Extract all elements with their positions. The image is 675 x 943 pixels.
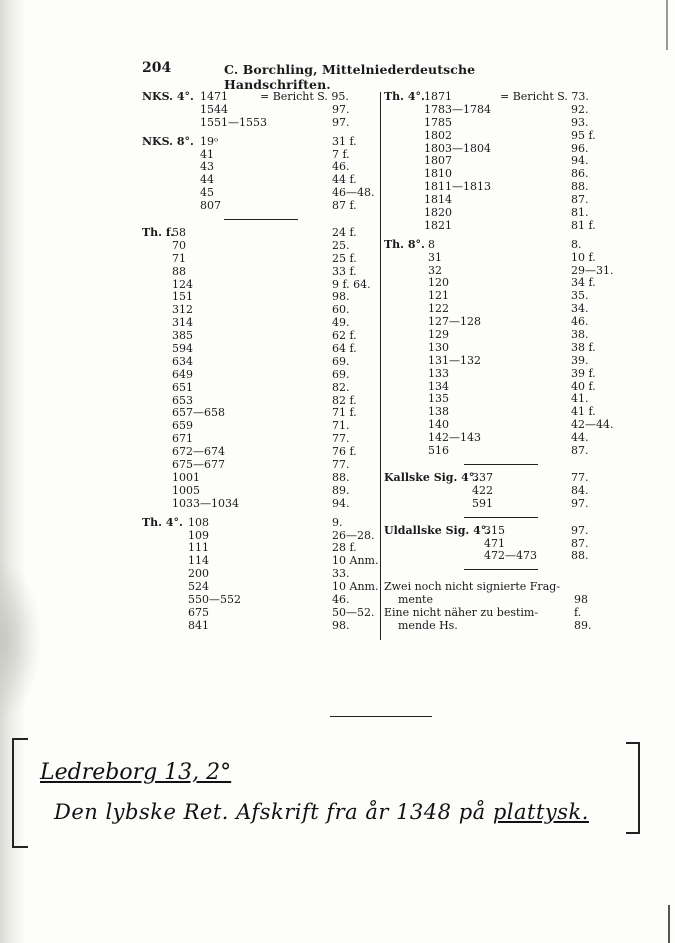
page-reference: 8. [571, 237, 582, 251]
page-reference: 46—48. [332, 186, 375, 200]
collection-label: Th. 4°. [384, 90, 425, 103]
shelf-number: 109 [188, 528, 209, 542]
page-reference: 9 f. 64. [332, 277, 371, 291]
shelf-number: 337 [472, 470, 493, 484]
index-entry [142, 594, 378, 607]
index-entry [142, 266, 378, 279]
index-entry [384, 252, 624, 265]
shelf-number: 120 [428, 276, 449, 290]
page-reference: 69. [332, 354, 350, 368]
page-reference: 97. [332, 115, 350, 129]
index-entry [142, 369, 378, 382]
page-reference: 69. [332, 367, 350, 381]
shelf-number: 71 [172, 251, 186, 265]
index-entry [384, 130, 624, 143]
page-reference: 82. [332, 380, 350, 394]
handwritten-annotation [0, 728, 675, 858]
shelf-number: 1810 [424, 167, 452, 181]
page-reference: 71. [332, 419, 350, 433]
section-rule [384, 511, 624, 525]
shelf-number: 550—552 [188, 592, 241, 606]
shelf-number: 841 [188, 618, 209, 632]
page-reference: 77. [571, 470, 589, 484]
page-reference: 26—28. [332, 528, 375, 542]
index-entry [142, 459, 378, 472]
page-reference: 28 f. [332, 541, 357, 555]
shelf-number: 58 [172, 226, 186, 240]
shelf-number: 1551—1553 [200, 115, 267, 129]
shelf-number: 312 [172, 303, 193, 317]
page-reference: 39 f. [571, 366, 596, 380]
shelf-number: 591 [472, 496, 493, 510]
page-reference: 39. [571, 353, 589, 367]
page-reference: 96. [571, 141, 589, 155]
column-divider [380, 92, 381, 640]
page-reference: 9. [332, 515, 343, 529]
page-reference: 60. [332, 303, 350, 317]
shelf-number: 1544 [200, 102, 228, 116]
note-ref: 98 f. [574, 593, 588, 620]
page-reference: = Bericht S. 95. [260, 90, 349, 103]
page-reference: 84. [571, 483, 589, 497]
shelf-number: 675—677 [172, 458, 225, 472]
shelf-number: 672—674 [172, 445, 225, 459]
section-rule [142, 213, 378, 227]
page-reference: 76 f. [332, 445, 357, 459]
page-reference: = Bericht S. 73. [500, 90, 589, 103]
page-reference: 24 f. [332, 226, 357, 240]
page-reference: 77. [332, 432, 350, 446]
shelf-number: 634 [172, 354, 193, 368]
page-reference: 33. [332, 567, 350, 581]
shelf-number: 649 [172, 367, 193, 381]
shelf-number: 1802 [424, 128, 452, 142]
index-entry [142, 136, 378, 149]
collection-label: Uldallske Sig. 4°. [384, 523, 491, 537]
page-reference: 34. [571, 302, 589, 316]
collection-label: Th. 4°. [142, 515, 183, 529]
page-reference: 49. [332, 316, 350, 330]
shelf-number: 130 [428, 340, 449, 354]
page-reference: 81 f. [571, 218, 596, 232]
shelf-number: 1871 [424, 90, 452, 103]
shelf-number: 659 [172, 419, 193, 433]
page-reference: 95 f. [571, 128, 596, 142]
index-entry [384, 104, 624, 117]
shelf-number: 200 [188, 567, 209, 581]
page-reference: 97. [332, 102, 350, 116]
shelf-number: 45 [200, 186, 214, 200]
page-reference: 35. [571, 289, 589, 303]
page-reference: 98. [332, 618, 350, 632]
index-entry [142, 117, 378, 130]
shelf-number: 43 [200, 160, 214, 174]
index-entry [384, 220, 624, 233]
page-reference: 94. [332, 496, 350, 510]
shelf-number: 516 [428, 444, 449, 458]
handwritten-shelfmark [40, 760, 231, 785]
index-entry [142, 382, 378, 395]
index-entry [142, 485, 378, 498]
shelf-number: 129 [428, 328, 449, 342]
shelf-number: 1033—1034 [172, 496, 239, 510]
shelf-number: 31 [428, 250, 442, 264]
shelf-number: 1001 [172, 470, 200, 484]
page-reference: 71 f. [332, 406, 357, 420]
shelf-number: 1811—1813 [424, 180, 491, 194]
shelf-number: 121 [428, 289, 449, 303]
note-line: mende Hs. [398, 619, 458, 632]
page-reference: 87 f. [332, 199, 357, 213]
page-reference: 41 f. [571, 405, 596, 419]
index-entry [384, 445, 624, 458]
index-entry [384, 342, 624, 355]
index-entry [142, 356, 378, 369]
note-line: Eine nicht näher zu bestim- [384, 606, 539, 620]
shelf-number: 314 [172, 316, 193, 330]
shelf-number: 422 [472, 483, 493, 497]
page-reference: 87. [571, 536, 589, 550]
left-index-column [142, 91, 378, 633]
note-line: mente [398, 593, 433, 607]
shelf-number: 1005 [172, 483, 200, 497]
collection-label: NKS. 8°. [142, 134, 194, 148]
shelf-number: 1820 [424, 206, 452, 220]
page-reference: 25 f. [332, 251, 357, 265]
shelf-number: 88 [172, 264, 186, 278]
page-reference: 88. [571, 549, 589, 563]
shelf-number: 1807 [424, 154, 452, 168]
shelf-number: 70 [172, 238, 186, 252]
collection-label: Th. f. [142, 226, 175, 240]
shelf-number: 135 [428, 392, 449, 406]
index-entry [142, 517, 378, 530]
index-entry [142, 91, 378, 104]
shelf-number: 133 [428, 366, 449, 380]
index-entry [142, 472, 378, 485]
shelf-number: 127—128 [428, 315, 481, 329]
page-reference: 38 f. [571, 340, 596, 354]
index-entry [384, 472, 624, 485]
index-entry [384, 207, 624, 220]
page-reference: 62 f. [332, 329, 357, 343]
index-entry [142, 104, 378, 117]
handwritten-line-2: Den lybske Ret. Afskrift fra år 1348 på [54, 800, 493, 824]
page-reference: 97. [571, 496, 589, 510]
index-entry [142, 240, 378, 253]
page-reference: 41. [571, 392, 589, 406]
page-reference: 10 Anm. [332, 580, 379, 594]
index-entry [384, 91, 624, 104]
shelf-number: 131—132 [428, 353, 481, 367]
right-index-column [384, 91, 624, 633]
running-title: C. Borchling, Mittelniederdeutsche Handschriften. [224, 62, 476, 92]
page-reference: 34 f. [571, 276, 596, 290]
page-reference: 88. [571, 180, 589, 194]
shelf-number: 675 [188, 605, 209, 619]
index-entry [142, 253, 378, 266]
note-ref: 89. [574, 619, 592, 633]
shelf-number: 19ᵒ [200, 134, 219, 148]
shelf-number: 122 [428, 302, 449, 316]
page-reference: 33 f. [332, 264, 357, 278]
page-reference: 46. [571, 315, 589, 329]
handwritten-description [54, 800, 589, 824]
shelf-number: 114 [188, 554, 209, 568]
shelf-number: 108 [188, 515, 209, 529]
page-header [142, 60, 542, 92]
index-entry [384, 355, 624, 368]
shelf-number: 1821 [424, 218, 452, 232]
scan-edge-mark [668, 905, 670, 943]
index-entry [142, 607, 378, 620]
page-number: 204 [142, 60, 172, 76]
index-entry [384, 550, 624, 563]
index-entry [142, 343, 378, 356]
right-bracket [626, 742, 640, 834]
page-reference: 82 f. [332, 393, 357, 407]
page-reference: 87. [571, 193, 589, 207]
index-entry [142, 200, 378, 213]
page-reference: 10 Anm. [332, 554, 379, 568]
shelf-number: 134 [428, 379, 449, 393]
page-reference: 25. [332, 238, 350, 252]
footer-rule [330, 716, 432, 717]
page-reference: 77. [332, 458, 350, 472]
page-reference: 44. [571, 431, 589, 445]
index-entry [142, 498, 378, 511]
shelf-number: 807 [200, 199, 221, 213]
shelf-number: 151 [172, 290, 193, 304]
index-entry [384, 485, 624, 498]
section-rule [384, 458, 624, 472]
handwritten-underlined-word: plattysk. [492, 800, 589, 824]
page-reference: 38. [571, 328, 589, 342]
page-reference: 44 f. [332, 173, 357, 187]
shelf-number: 1471 [200, 90, 228, 103]
shelf-number: 44 [200, 173, 214, 187]
shelf-number: 594 [172, 342, 193, 356]
page-reference: 42—44. [571, 418, 614, 432]
index-entry [384, 117, 624, 130]
scan-edge-mark [666, 0, 668, 50]
page-reference: 10 f. [571, 250, 596, 264]
page-reference: 87. [571, 444, 589, 458]
index-entry [384, 525, 624, 538]
shelf-number: 385 [172, 329, 193, 343]
page-reference: 81. [571, 206, 589, 220]
index-entry [384, 498, 624, 511]
note-line: Zwei noch nicht signierte Frag- [384, 580, 561, 594]
shelf-number: 1785 [424, 115, 452, 129]
page-reference: 7 f. [332, 147, 350, 161]
scan-smudge [0, 560, 42, 720]
page-reference: 98. [332, 290, 350, 304]
section-rule [384, 563, 624, 577]
page-reference: 64 f. [332, 342, 357, 356]
shelf-number: 32 [428, 263, 442, 277]
shelf-number: 124 [172, 277, 193, 291]
shelf-number: 41 [200, 147, 214, 161]
page-reference: 29—31. [571, 263, 614, 277]
shelf-number: 471 [484, 536, 505, 550]
index-entry [142, 227, 378, 240]
shelf-number: 138 [428, 405, 449, 419]
page-reference: 40 f. [571, 379, 596, 393]
shelf-number: 651 [172, 380, 193, 394]
index-entry [142, 620, 378, 633]
collection-label: Th. 8°. [384, 237, 425, 251]
collection-label: Kallske Sig. 4°. [384, 470, 479, 484]
left-bracket [12, 738, 28, 848]
page-reference: 86. [571, 167, 589, 181]
page-reference: 46. [332, 160, 350, 174]
shelf-number: 1814 [424, 193, 452, 207]
page-reference: 92. [571, 102, 589, 116]
shelf-number: 8 [428, 237, 435, 251]
shelf-number: 140 [428, 418, 449, 432]
page-reference: 94. [571, 154, 589, 168]
shelf-number: 524 [188, 580, 209, 594]
index-entry [384, 329, 624, 342]
index-entry [384, 239, 624, 252]
shelf-number: 111 [188, 541, 209, 555]
page-reference: 88. [332, 470, 350, 484]
shelf-number: 472—473 [484, 549, 537, 563]
shelf-number: 142—143 [428, 431, 481, 445]
shelf-number: 653 [172, 393, 193, 407]
page-reference: 93. [571, 115, 589, 129]
page-reference: 50—52. [332, 605, 375, 619]
shelf-number: 657—658 [172, 406, 225, 420]
page-reference: 31 f. [332, 134, 357, 148]
shelf-number: 671 [172, 432, 193, 446]
shelf-number: 1783—1784 [424, 102, 491, 116]
handwritten-line-1: Ledreborg 13, 2° [40, 760, 232, 785]
page-reference: 89. [332, 483, 350, 497]
shelf-number: 1803—1804 [424, 141, 491, 155]
right-index-rows [384, 91, 624, 577]
page-reference: 97. [571, 523, 589, 537]
index-entry [384, 368, 624, 381]
collection-label: NKS. 4°. [142, 90, 194, 103]
shelf-number: 315 [484, 523, 505, 537]
page-reference: 46. [332, 592, 350, 606]
